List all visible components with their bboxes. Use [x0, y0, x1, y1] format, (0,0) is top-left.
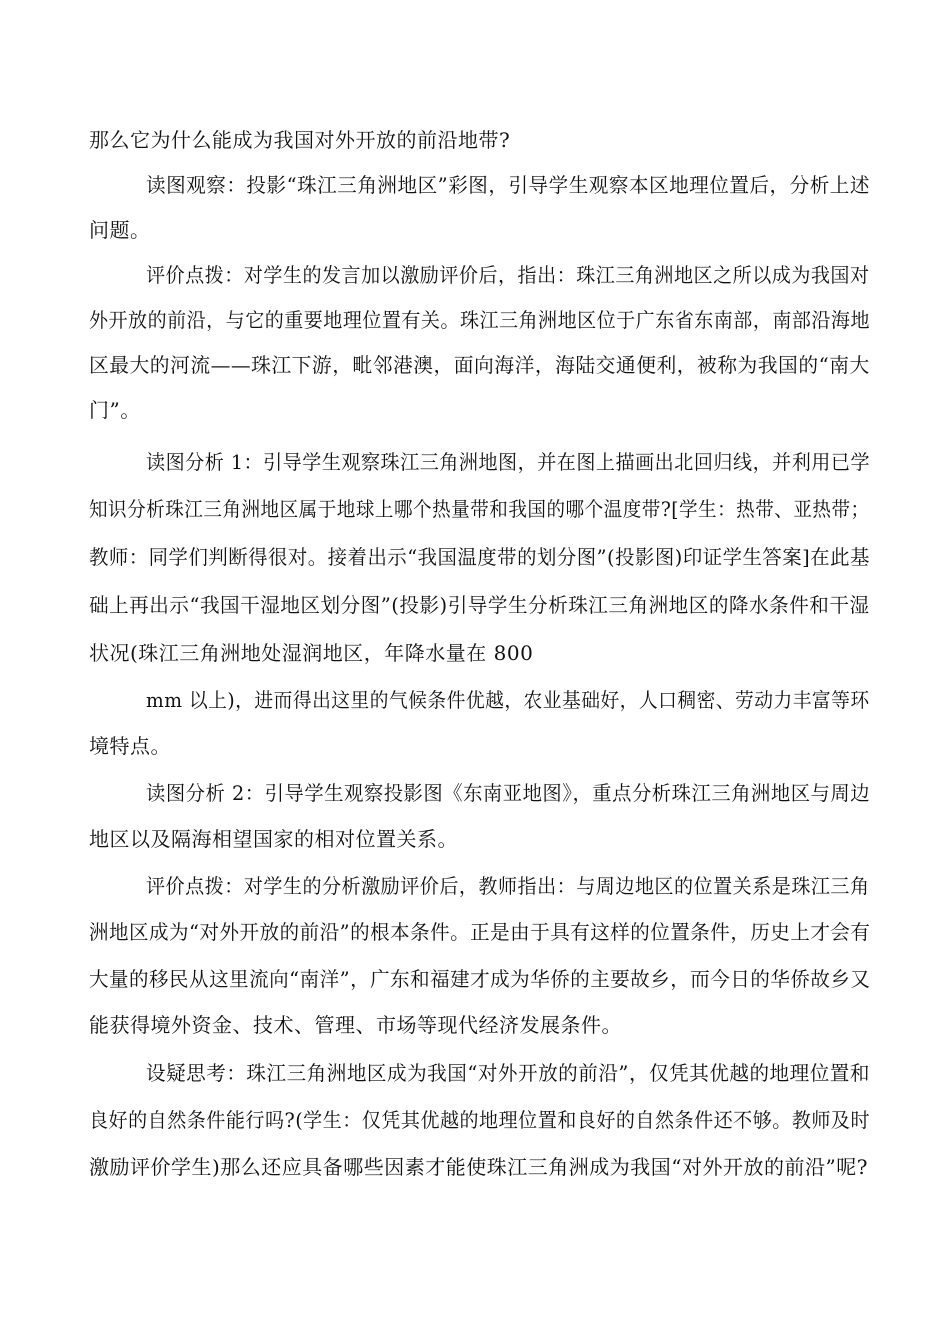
- text-line: 激励评价学生)那么还应具备哪些因素才能使珠江三角洲成为我国“对外开放的前沿”呢?: [89, 1155, 868, 1179]
- text-line: 设疑思考：珠江三角洲地区成为我国“对外开放的前沿”，仅凭其优越的地理位置和: [146, 1061, 870, 1085]
- text-line: 良好的自然条件能行吗?(学生：仅凭其优越的地理位置和良好的自然条件还不够。教师及时: [89, 1108, 871, 1132]
- text-line: 评价点拨：对学生的发言加以激励评价后，指出：珠江三角洲地区之所以成为我国对: [146, 263, 870, 287]
- text-line: 读图分析 1：引导学生观察珠江三角洲地图，并在图上描画出北回归线，并利用已学: [146, 450, 871, 474]
- text-line: 门”。: [89, 398, 141, 422]
- text-line: 读图观察：投影“珠江三角洲地区”彩图，引导学生观察本区地理位置后，分析上述: [146, 173, 870, 197]
- text-line: 区最大的河流——珠江下游，毗邻港澳，面向海洋，海陆交通便利，被称为我国的“南大: [89, 353, 870, 377]
- text-line: 境特点。: [89, 734, 171, 758]
- text-line: 外开放的前沿，与它的重要地理位置有关。珠江三角洲地区位于广东省东南部，南部沿海地: [89, 308, 870, 332]
- text-line: 能获得境外资金、技术、管理、市场等现代经济发展条件。: [89, 1013, 622, 1037]
- text-line: 地区以及隔海相望国家的相对位置关系。: [89, 827, 458, 851]
- text-line: 知识分析珠江三角洲地区属于地球上哪个热量带和我国的哪个温度带?[学生：热带、亚热带；: [89, 497, 870, 521]
- text-line: 洲地区成为“对外开放的前沿”的根本条件。正是由于具有这样的位置条件，历史上才会有: [89, 920, 871, 944]
- text-line: 问题。: [89, 218, 151, 242]
- text-line: 状况(珠江三角洲地处湿润地区，年降水量在 800: [89, 641, 534, 665]
- text-line: 评价点拨：对学生的分析激励评价后，教师指出：与周边地区的位置关系是珠江三角: [146, 874, 870, 898]
- text-line: 教师：同学们判断得很对。接着出示“我国温度带的划分图”(投影图)印证学生答案]在此基: [89, 545, 870, 569]
- text-line: 础上再出示“我国干湿地区划分图”(投影)引导学生分析珠江三角洲地区的降水条件和干湿: [89, 593, 870, 617]
- text-line: mm 以上)，进而得出这里的气候条件优越，农业基础好，人口稠密、劳动力丰富等环: [146, 688, 870, 712]
- text-line: 那么它为什么能成为我国对外开放的前沿地带?: [89, 128, 511, 152]
- text-line: 大量的移民从这里流向“南洋”，广东和福建才成为华侨的主要故乡，而今日的华侨故乡又: [89, 967, 871, 991]
- text-line: 读图分析 2：引导学生观察投影图《东南亚地图》，重点分析珠江三角洲地区与周边: [146, 781, 871, 805]
